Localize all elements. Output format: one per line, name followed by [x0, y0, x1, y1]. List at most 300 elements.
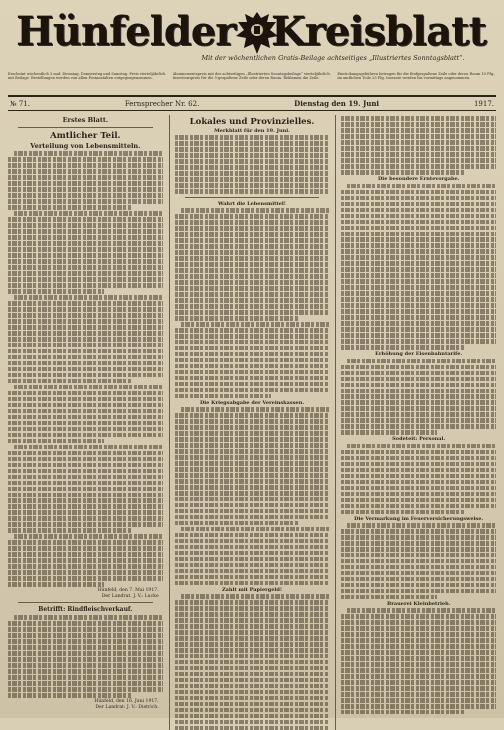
text-line [175, 563, 330, 568]
text-line [8, 349, 163, 354]
text-line [341, 650, 496, 655]
text-line [347, 444, 496, 449]
info-row [8, 72, 496, 92]
text-line [175, 491, 330, 496]
text-line [341, 462, 496, 467]
text-line [175, 262, 330, 267]
text-line [175, 606, 330, 611]
text-line [175, 226, 330, 231]
text-line [8, 522, 163, 527]
col3-item-4-heading: Brauerei Kleinbetrieb. [387, 600, 451, 607]
text-line [341, 134, 496, 139]
col3-body-2 [341, 359, 496, 435]
article-headline: Verteilung von Lebensmitteln. [30, 142, 141, 150]
text-line [175, 630, 330, 635]
text-line [341, 662, 496, 667]
text-line [341, 327, 496, 332]
text-line [341, 303, 496, 308]
text-line [341, 504, 496, 509]
text-line [8, 331, 163, 336]
text-line [341, 595, 437, 600]
text-line [8, 421, 163, 426]
text-line [341, 541, 496, 546]
text-line [175, 696, 330, 701]
text-line [181, 407, 330, 412]
text-line [8, 373, 163, 378]
text-line [8, 493, 163, 498]
text-line [175, 455, 330, 460]
text-line [341, 674, 496, 679]
text-line [175, 473, 330, 478]
text-line [341, 553, 496, 558]
text-line [8, 504, 163, 509]
text-line [341, 418, 496, 423]
text-line [341, 614, 496, 619]
text-line [175, 183, 330, 188]
text-line [8, 289, 104, 294]
text-line [175, 624, 330, 629]
text-line [175, 503, 330, 508]
text-line [8, 663, 163, 668]
text-line [8, 651, 163, 656]
text-line [8, 193, 163, 198]
text-line [175, 388, 330, 393]
text-line [341, 565, 496, 570]
text-line [341, 412, 496, 417]
text-line [8, 681, 163, 686]
text-line [175, 708, 330, 713]
text-line [341, 424, 496, 429]
text-line [8, 552, 163, 557]
text-line [175, 497, 330, 502]
text-line [347, 359, 496, 364]
text-line [8, 528, 132, 533]
local-item-3-heading: Zahlt mit Papiergeld! [221, 586, 283, 593]
masthead-title-left: Hünfelder [16, 8, 236, 55]
text-line [341, 297, 496, 302]
text-line [8, 463, 163, 468]
calendar-block [175, 135, 330, 193]
text-line [347, 608, 496, 613]
text-line [175, 449, 330, 454]
text-line [341, 498, 496, 503]
text-line [175, 509, 330, 514]
text-line [8, 582, 104, 587]
text-line [175, 666, 330, 671]
text-line [175, 382, 330, 387]
text-line [341, 535, 496, 540]
text-line [8, 409, 163, 414]
text-line [8, 313, 163, 318]
text-line [8, 361, 163, 366]
text-line [8, 427, 163, 432]
text-line [8, 570, 163, 575]
text-line [8, 469, 163, 474]
local-item-2-body [175, 407, 330, 585]
text-line [14, 615, 163, 620]
text-line [175, 232, 330, 237]
divider [185, 197, 320, 198]
text-line [341, 480, 496, 485]
text-line [8, 217, 163, 222]
text-line [8, 235, 163, 240]
text-line [341, 309, 496, 314]
text-line [8, 621, 163, 626]
article-body [8, 151, 163, 586]
text-line [8, 645, 163, 650]
text-line [341, 291, 496, 296]
text-line [175, 425, 330, 430]
text-line [341, 170, 465, 175]
text-line [341, 698, 496, 703]
text-line [181, 322, 330, 327]
text-line [175, 364, 330, 369]
signature-name: Der Landrat. J. V.: Lucke [101, 594, 159, 600]
phone-number: Fernsprecher Nr. 62. [124, 99, 200, 108]
text-line [341, 644, 496, 649]
article-columns [8, 115, 496, 730]
continued-body [341, 116, 496, 174]
text-line [175, 358, 330, 363]
col3-body-3 [341, 444, 496, 514]
text-line [347, 523, 496, 528]
text-line [175, 141, 330, 146]
text-line [175, 479, 330, 484]
text-line [175, 298, 330, 303]
text-line [14, 151, 163, 156]
text-line [341, 208, 496, 213]
article-body-2 [8, 615, 163, 697]
text-line [341, 468, 496, 473]
text-line [8, 175, 163, 180]
text-line [8, 199, 163, 204]
text-line [341, 146, 496, 151]
text-line [8, 367, 163, 372]
text-line [341, 140, 496, 145]
text-line [175, 581, 330, 586]
text-line [8, 163, 163, 168]
dateline [8, 95, 496, 111]
text-line [341, 267, 496, 272]
text-line [341, 371, 496, 376]
text-line [341, 704, 496, 709]
text-line [175, 177, 330, 182]
text-line [341, 243, 496, 248]
text-line [8, 397, 163, 402]
text-line [175, 340, 330, 345]
text-line [175, 443, 330, 448]
text-line [341, 365, 496, 370]
text-line [175, 702, 330, 707]
text-line [8, 564, 163, 569]
local-item-2-heading: Die Kriegsabgabe der Vereinskassen. [199, 399, 305, 406]
text-line [8, 391, 163, 396]
text-line [175, 171, 330, 176]
text-line [8, 337, 163, 342]
text-line [175, 569, 330, 574]
text-line [8, 576, 163, 581]
text-line [8, 265, 163, 270]
text-line [175, 244, 330, 249]
issue-year: 1917. [473, 99, 494, 108]
info-fees: Einrückungsgebühren betragen für die fünfgespaltene Zeile oder deren Raum 10 Pfg., im amtlichen Teile 25 Pfg. Inserate werden bis vormittags angenommen. [337, 72, 496, 81]
text-line [175, 189, 330, 194]
text-line [14, 295, 163, 300]
text-line [8, 558, 163, 563]
local-item-3-body [175, 594, 330, 730]
text-line [175, 557, 330, 562]
text-line [175, 618, 330, 623]
col3-item-1-heading: Erhöhung der Eisenbahntarife. [375, 351, 463, 358]
text-line [8, 343, 163, 348]
text-line [175, 720, 330, 725]
column-official [8, 115, 163, 730]
col3-body-4 [341, 523, 496, 599]
text-line [341, 510, 465, 515]
text-line [8, 247, 163, 252]
text-line [341, 406, 496, 411]
column-continued [335, 115, 496, 730]
text-line [175, 515, 330, 520]
text-line [341, 571, 496, 576]
text-line [14, 445, 163, 450]
text-line [175, 310, 330, 315]
text-line [175, 678, 330, 683]
text-line [341, 261, 496, 266]
issue-number: № 71. [10, 99, 30, 108]
text-line [8, 457, 163, 462]
masthead-title-right: Kreisblatt [270, 8, 486, 55]
text-line [14, 385, 163, 390]
text-line [175, 220, 330, 225]
text-line [8, 379, 132, 384]
text-line [175, 642, 330, 647]
text-line [341, 389, 496, 394]
text-line [8, 481, 163, 486]
text-line [175, 413, 330, 418]
text-line [341, 116, 496, 121]
text-line [181, 527, 330, 532]
text-line [341, 339, 496, 344]
text-line [341, 710, 465, 715]
col3-item-2-heading: Sodeteit: Personal. [392, 436, 446, 443]
text-line [8, 181, 163, 186]
text-line [8, 283, 163, 288]
text-line [175, 370, 330, 375]
text-line [8, 510, 163, 515]
text-line [341, 196, 496, 201]
text-line [341, 680, 496, 685]
text-line [8, 627, 163, 632]
text-line [175, 660, 330, 665]
text-line [8, 451, 163, 456]
text-line [8, 169, 163, 174]
divider [18, 602, 153, 603]
text-line [175, 648, 330, 653]
text-line [341, 492, 496, 497]
text-line [341, 400, 496, 405]
local-item-1-heading: Wahrt die Lebensmittel! [218, 200, 286, 207]
local-news-subhead: Merkblatt für den 19. Juni. [214, 128, 290, 134]
text-line [175, 135, 330, 140]
text-line [8, 433, 163, 438]
text-line [341, 577, 496, 582]
text-line [175, 153, 330, 158]
text-line [175, 551, 330, 556]
text-line [175, 328, 330, 333]
text-line [341, 273, 496, 278]
text-line [175, 461, 330, 466]
text-line [175, 575, 330, 580]
text-line [341, 345, 465, 350]
text-line [341, 583, 496, 588]
text-line [341, 377, 496, 382]
text-line [175, 376, 330, 381]
col3-body-1 [341, 184, 496, 350]
text-line [175, 419, 330, 424]
text-line [8, 693, 132, 698]
text-line [341, 321, 496, 326]
text-line [175, 539, 330, 544]
text-line [175, 690, 330, 695]
text-line [8, 687, 163, 692]
text-line [181, 208, 330, 213]
masthead-subtitle: Mit der wöchentlichen Gratis-Beilage achtseitiges „Illustriertes Sonntagsblatt“. [201, 54, 465, 62]
text-line [175, 286, 330, 291]
text-line [341, 152, 496, 157]
info-pricing: Abonnementspreis mit der achtseitigen „Illustrierten Sonntagsbeilage“ vierteljährlich. Insertionspreis für die 5-gespaltene Zeile oder deren Raum. Reklamen die Zeile. [172, 72, 331, 81]
text-line [341, 632, 496, 637]
text-line [175, 292, 330, 297]
text-line [341, 656, 496, 661]
text-line [8, 355, 163, 360]
text-line [175, 238, 330, 243]
text-line [175, 316, 299, 321]
text-line [341, 638, 496, 643]
text-line [175, 256, 330, 261]
text-line [341, 333, 496, 338]
text-line [8, 639, 163, 644]
text-line [341, 164, 496, 169]
text-line [175, 394, 271, 399]
text-line [8, 546, 163, 551]
text-line [341, 214, 496, 219]
text-line [8, 498, 163, 503]
text-line [175, 654, 330, 659]
text-line [341, 620, 496, 625]
text-line [175, 533, 330, 538]
text-line [175, 726, 330, 730]
text-line [175, 545, 330, 550]
text-line [8, 540, 163, 545]
signature-date-2: Hünfeld, den 16. Juni 1917. [94, 699, 159, 705]
text-line [341, 128, 496, 133]
text-line [341, 394, 496, 399]
text-line [8, 223, 163, 228]
text-line [175, 521, 299, 526]
text-line [341, 202, 496, 207]
text-line [347, 184, 496, 189]
text-line [8, 487, 163, 492]
text-line [341, 589, 496, 594]
masthead [8, 6, 496, 70]
article-headline-2: Betrifft: Rindfleischverkauf. [38, 606, 133, 614]
text-line [341, 232, 496, 237]
text-line [341, 430, 437, 435]
text-line [8, 301, 163, 306]
text-line [14, 534, 163, 539]
issue-date: Dienstag den 19. Juni [294, 99, 380, 108]
text-line [175, 304, 330, 309]
text-line [341, 226, 496, 231]
text-line [14, 211, 163, 216]
text-line [341, 285, 496, 290]
text-line [8, 307, 163, 312]
text-line [341, 255, 496, 260]
text-line [175, 437, 330, 442]
text-line [175, 672, 330, 677]
text-line [341, 237, 496, 242]
info-subscription: Erscheint wöchentlich 3 mal: Dienstag, Donnerstag und Samstag. Preis vierteljährlich mit Beilage. Bestellungen werden von allen Postanstalten entgegengenommen. [8, 72, 166, 81]
col3-item-heading: Die besondere Erntevorgabe. [377, 176, 460, 183]
text-line [341, 486, 496, 491]
text-line [175, 684, 330, 689]
text-line [8, 657, 163, 662]
text-line [8, 403, 163, 408]
text-line [175, 250, 330, 255]
text-line [175, 612, 330, 617]
text-line [8, 229, 163, 234]
text-line [341, 315, 496, 320]
text-line [8, 157, 163, 162]
text-line [8, 187, 163, 192]
section-label: Erstes Blatt. [62, 116, 109, 124]
text-line [341, 190, 496, 195]
text-line [341, 529, 496, 534]
text-line [341, 122, 496, 127]
text-line [175, 334, 330, 339]
text-line [341, 474, 496, 479]
text-line [341, 158, 496, 163]
text-line [175, 268, 330, 273]
local-item-1-body [175, 208, 330, 398]
col3-body-5 [341, 608, 496, 714]
text-line [175, 147, 330, 152]
text-line [175, 214, 330, 219]
text-line [341, 686, 496, 691]
text-line [8, 475, 163, 480]
text-line [341, 547, 496, 552]
column-local-news [169, 115, 330, 730]
text-line [181, 594, 330, 599]
text-line [341, 383, 496, 388]
col3-item-3-heading: Die Vermarkung im Feuerversicherungsweise. [354, 515, 484, 522]
text-line [175, 159, 330, 164]
text-line [8, 241, 163, 246]
text-line [341, 668, 496, 673]
local-news-headline: Lokales und Provinzielles. [189, 117, 315, 127]
text-line [8, 319, 163, 324]
text-line [8, 669, 163, 674]
text-line [175, 467, 330, 472]
signature-name-2: Der Landrat: J. V.: Dietrich. [95, 705, 159, 711]
text-line [8, 271, 163, 276]
text-line [175, 485, 330, 490]
text-line [341, 450, 496, 455]
text-line [341, 279, 496, 284]
text-line [8, 415, 163, 420]
divider [18, 127, 153, 128]
